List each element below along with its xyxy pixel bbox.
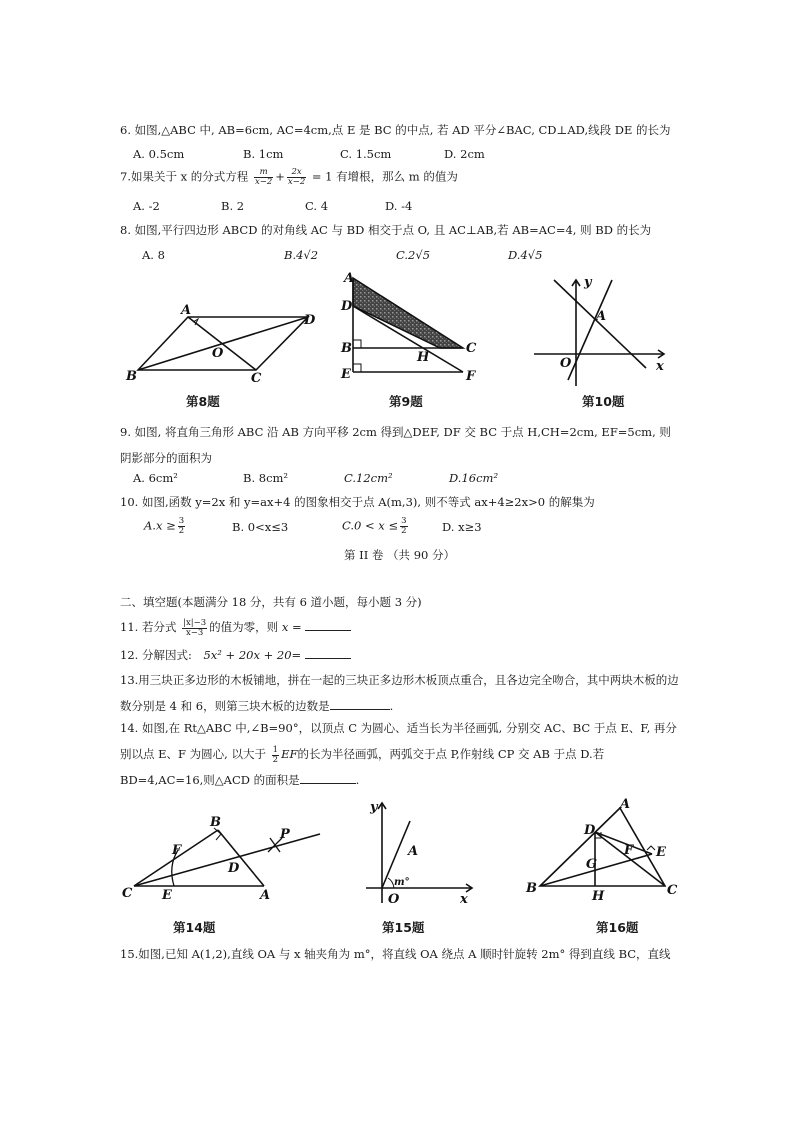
fig10-label-y: y: [584, 275, 592, 290]
q10-option-b: B. 0<x≤3: [232, 520, 289, 534]
q14-stem: 14. 如图,在 Rt△ABC 中,∠B=90°，以顶点 C 为圆心、适当长为半径画弧, 分别交 AC、BC 于点 E、F, 再分别以点 E、F 为圆心, 以大于 $\frac{1}{2}$ EF的长为半径画弧，两弧交于点 P,作射线 CP 交 AB 于点 D.若 BD=4,AC=16,则△ACD 的面积是 .: [120, 721, 677, 787]
q6-option-c: C. 1.5cm: [340, 147, 392, 161]
fig10-label-o: O: [560, 356, 572, 371]
q14-fraction: $\frac{1}{2}$: [272, 744, 279, 765]
fig15-label-angle: m°: [394, 877, 410, 888]
fig16-label-a: A: [620, 797, 631, 812]
fig10-label-a: A: [596, 309, 607, 324]
q13-stem: 13.用三块正多边形的木板铺地，拼在一起的三块正多边形木板顶点重合，且各边完全吻合，其中两块木板的边数分别是 4 和 6，则第三块木板的边数是 .: [120, 673, 679, 713]
fig16-label-d: D: [584, 823, 596, 838]
part2-title: 二、填空题(本题满分 18 分，共有 6 道小题，每小题 3 分): [120, 595, 422, 609]
fig8-label-o: O: [212, 346, 224, 361]
fig8-label-d: D: [304, 313, 316, 328]
fig15-label-x: x: [460, 892, 468, 907]
q8-option-d: D.4√5: [508, 248, 543, 262]
q10-option-c: C.0 < x ≤ $\frac{3}{2}$: [342, 516, 407, 536]
figure-14-caption: 第14题: [173, 920, 216, 935]
q6-option-b: B. 1cm: [243, 147, 284, 161]
q10-option-a: A.x ≥ $\frac{3}{2}$: [144, 516, 185, 536]
q9-option-c: C.12cm²: [344, 471, 393, 485]
fig15-label-a: A: [408, 844, 419, 859]
q10-option-d: D. x≥3: [442, 520, 482, 534]
figure-16: [520, 796, 680, 901]
q7-prefix: 7.如果关于 x 的分式方程: [120, 169, 249, 184]
q7-stem: [120, 168, 458, 187]
q6-option-a: A. 0.5cm: [133, 147, 185, 161]
figure-15-caption: 第15题: [382, 920, 425, 935]
fig9-label-d: D: [341, 299, 353, 314]
q11-stem: 11. 若分式 $\frac{|x|-3}{x-3}$ 的值为零，则 x =: [120, 618, 351, 638]
q7-option-a: A. -2: [133, 199, 160, 213]
fig15-label-y: y: [370, 800, 378, 815]
fig16-label-b: B: [526, 881, 537, 896]
q10-stem: 10. 如图,函数 y=2x 和 y=ax+4 的图象相交于点 A(m,3), 则不等式 ax+4≥2x>0 的解集为: [120, 495, 595, 509]
fig8-label-c: C: [251, 371, 262, 386]
fig9-label-b: B: [341, 341, 352, 356]
q6-option-d: D. 2cm: [444, 147, 485, 161]
q9-option-a: A. 6cm²: [133, 471, 178, 485]
figure-10-caption: 第10题: [582, 394, 625, 409]
fig8-label-b: B: [126, 369, 137, 384]
fig8-label-a: A: [181, 303, 192, 318]
q7-equals: = 1: [311, 169, 333, 184]
fig16-label-h: H: [592, 889, 605, 901]
q7-fraction-2: $\frac{2x}{x-2}$: [287, 167, 306, 187]
q7-option-b: B. 2: [221, 199, 245, 213]
figure-15: [360, 793, 480, 915]
figure-9: [336, 268, 496, 388]
q8-option-b: B.4√2: [284, 248, 319, 262]
q9-option-d: D.16cm²: [449, 471, 499, 485]
figure-8-caption: 第8题: [186, 394, 220, 409]
q11-fraction: $\frac{|x|-3}{x-3}$: [183, 617, 207, 638]
fig14-label-e: E: [162, 888, 172, 900]
fig16-label-g: G: [586, 857, 598, 872]
fig14-label-a: A: [260, 888, 271, 900]
fig9-label-c: C: [466, 341, 477, 356]
fig16-label-c: C: [667, 883, 678, 898]
q7-plus: +: [275, 169, 285, 184]
q7-option-d: D. -4: [385, 199, 413, 213]
fig14-label-c: C: [122, 886, 133, 900]
section-title: 第 II 卷 （共 90 分）: [344, 548, 455, 562]
q8-stem: 8. 如图,平行四边形 ABCD 的对角线 AC 与 BD 相交于点 O, 且 AC⊥AB,若 AB=AC=4, 则 BD 的长为: [120, 223, 652, 237]
q14-answer-blank: [300, 771, 356, 784]
fig9-label-h: H: [417, 350, 430, 365]
figure-8: [118, 300, 328, 390]
q9-option-b: B. 8cm²: [243, 471, 289, 485]
q12-stem: 12. 分解因式: 5x² + 20x + 20=: [120, 646, 351, 663]
figure-16-caption: 第16题: [596, 920, 639, 935]
q15-stem: 15.如图,已知 A(1,2),直线 OA 与 x 轴夹角为 m°，将直线 OA 绕点 A 顺时针旋转 2m° 得到直线 BC，直线: [120, 947, 671, 961]
fig14-label-p: P: [280, 827, 290, 842]
fig9-label-e: E: [341, 367, 351, 382]
q11-answer-blank: [305, 618, 351, 631]
fig9-shaded-region: [353, 278, 463, 348]
fig14-label-b: B: [210, 815, 221, 830]
figure-9-caption: 第9题: [389, 394, 423, 409]
fig9-label-f: F: [466, 369, 476, 384]
q8-option-c: C.2√5: [396, 248, 431, 262]
fig14-label-f: F: [172, 843, 182, 858]
q7-option-c: C. 4: [305, 199, 329, 213]
q12-expression: 5x² + 20x + 20=: [203, 648, 302, 662]
q6-stem: 6. 如图,△ABC 中, AB=6cm, AC=4cm,点 E 是 BC 的中点, 若 AD 平分∠BAC, CD⊥AD,线段 DE 的长为: [120, 123, 671, 137]
q12-answer-blank: [305, 646, 351, 659]
q7-suffix: 有增根，那么 m 的值为: [336, 169, 458, 184]
q8-option-a: A. 8: [142, 248, 165, 262]
fig15-label-o: O: [388, 892, 400, 907]
fig16-label-e: E: [656, 845, 666, 860]
figure-14: [120, 800, 330, 900]
figure-10: [526, 268, 676, 393]
fig9-label-a: A: [344, 271, 355, 286]
fig10-label-x: x: [656, 359, 664, 374]
q9-stem: 9. 如图, 将直角三角形 ABC 沿 AB 方向平移 2cm 得到△DEF, DF 交 BC 于点 H,CH=2cm, EF=5cm, 则阴影部分的面积为: [120, 425, 671, 465]
fig14-label-d: D: [228, 861, 240, 876]
fig16-label-f: F: [624, 843, 634, 858]
q7-fraction-1: $\frac{m}{x-2}$: [254, 167, 273, 187]
q13-answer-blank: [330, 697, 390, 710]
